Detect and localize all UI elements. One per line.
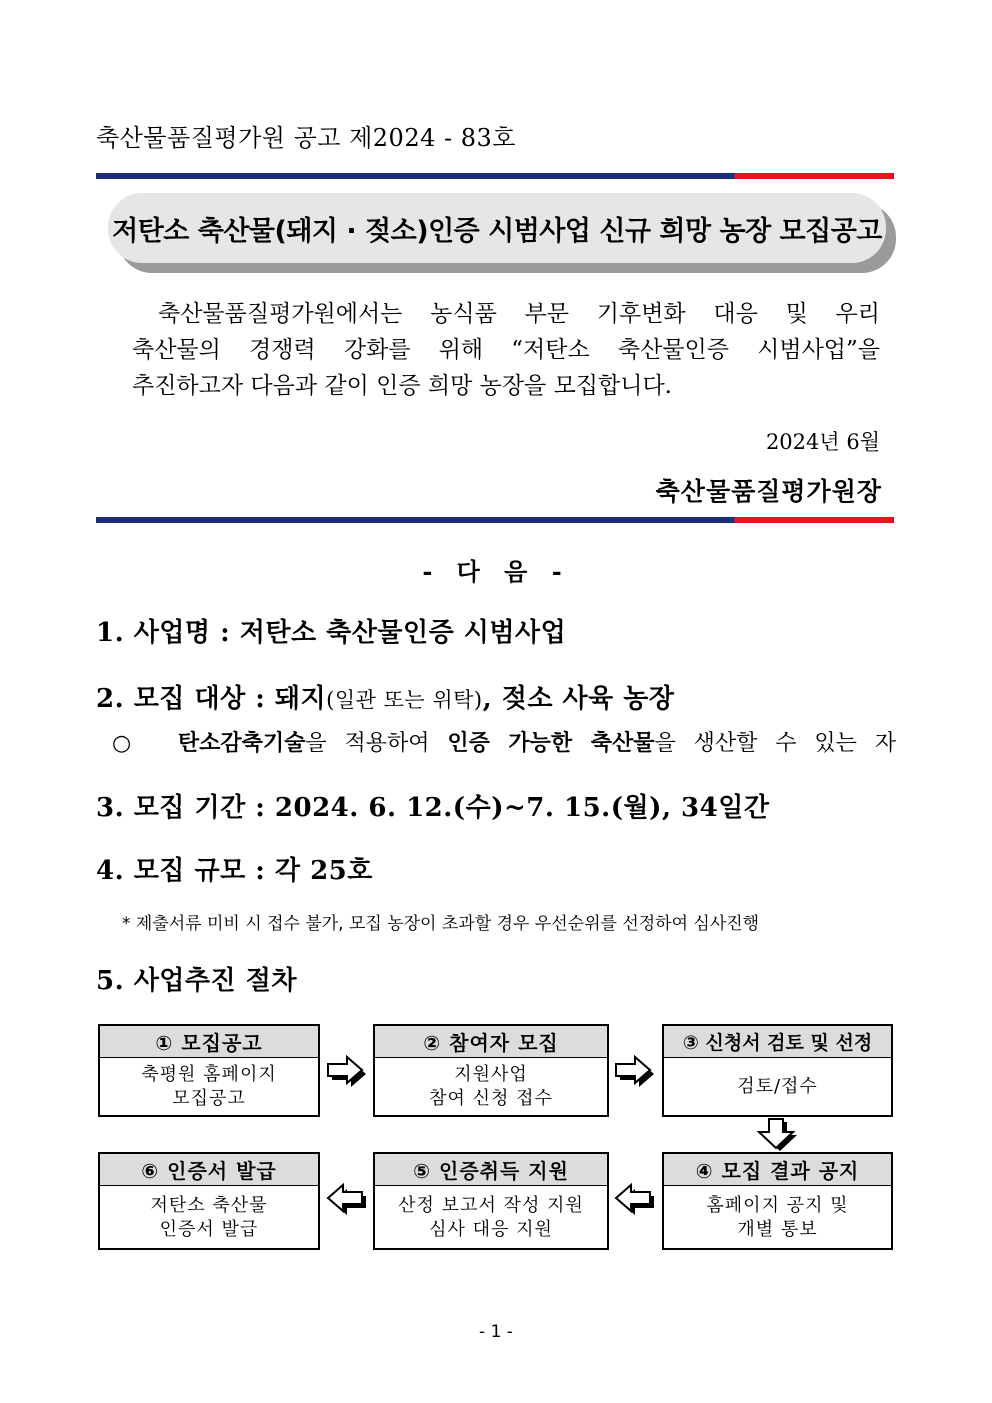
- step-5-title: ⑤ 인증취득 지원: [375, 1154, 607, 1186]
- notice-number: 축산물품질평가원 공고 제2024 - 83호: [96, 124, 516, 152]
- step-4-line-2: 개별 통보: [737, 1218, 818, 1240]
- item-target: [96, 678, 675, 715]
- step-3-line-1: 검토/접수: [737, 1076, 818, 1097]
- step-5-body: [375, 1186, 607, 1249]
- notice-date: 2024년 6월: [765, 430, 880, 454]
- step-5-line-2: 심사 대응 지원: [429, 1218, 553, 1240]
- step-4-line-1: 홈페이지 공지 및: [706, 1194, 849, 1216]
- step-2-line-1: 지원사업: [454, 1064, 528, 1085]
- step-6-line-2: 인증서 발급: [159, 1218, 259, 1240]
- item-scale: 4. 모집 규모 : 각 25호: [96, 856, 373, 886]
- item-target-paren: (일관 또는 위탁): [326, 688, 483, 712]
- step-6: [98, 1152, 320, 1250]
- step-1: [98, 1024, 320, 1117]
- issuer-name: 축산물품질평가원장: [655, 477, 882, 506]
- item-project-name: 1. 사업명 : 저탄소 축산물인증 시범사업: [96, 618, 567, 648]
- item-scale-note: * 제출서류 미비 시 접수 불가, 모집 농장이 초과할 경우 우선순위를 선정하여 심사진행: [122, 914, 760, 934]
- step-2-line-2: 참여 신청 접수: [429, 1088, 553, 1109]
- intro-paragraph: [132, 296, 880, 404]
- step-6-body: [100, 1186, 318, 1249]
- item-target-suffix: , 젖소 사육 농장: [482, 684, 675, 714]
- intro-line: 축산물의 경쟁력 강화를 위해 “저탄소 축산물인증 시범사업”을: [132, 337, 880, 363]
- item-period: 3. 모집 기간 : 2024. 6. 12.(수)~7. 15.(월), 34일간: [96, 793, 770, 823]
- arrow-down-icon: [757, 1117, 803, 1153]
- step-4: [662, 1152, 893, 1250]
- step-3-body: [664, 1058, 891, 1116]
- step-4-title: ④ 모집 결과 공지: [664, 1154, 891, 1186]
- section-heading: - 다 음 -: [422, 557, 570, 586]
- step-1-line-2: 모집공고: [172, 1088, 246, 1109]
- arrow-left-icon: [614, 1181, 656, 1223]
- step-3: [662, 1024, 893, 1117]
- step-2-body: [375, 1058, 607, 1116]
- step-5-line-1: 산정 보고서 작성 지원: [398, 1194, 584, 1216]
- arrow-right-icon: [614, 1053, 656, 1095]
- page-number: - 1 -: [479, 1322, 513, 1342]
- detail-bold-1: 탄소감축기술: [177, 730, 306, 756]
- item-target-detail: [112, 726, 896, 757]
- detail-text-1: 을 적용하여: [305, 731, 448, 756]
- bottom-divider: [96, 517, 894, 523]
- arrow-left-icon: [326, 1181, 368, 1223]
- step-3-title: ③ 신청서 검토 및 선정: [664, 1026, 891, 1058]
- top-divider: [96, 173, 894, 179]
- item-procedure: 5. 사업추진 절차: [96, 966, 297, 996]
- step-1-body: [100, 1058, 318, 1116]
- step-5: [373, 1152, 609, 1250]
- step-1-title: ① 모집공고: [100, 1026, 318, 1058]
- arrow-right-icon: [326, 1053, 368, 1095]
- document-title: 저탄소 축산물(돼지 · 젖소)인증 시범사업 신규 희망 농장 모집공고: [112, 215, 882, 247]
- step-4-body: [664, 1186, 891, 1249]
- title-banner: [108, 193, 886, 263]
- intro-line: 추진하고자 다음과 같이 인증 희망 농장을 모집합니다.: [132, 373, 672, 399]
- step-6-title: ⑥ 인증서 발급: [100, 1154, 318, 1186]
- bullet-icon: ○: [112, 731, 143, 756]
- step-2: [373, 1024, 609, 1117]
- intro-line: 축산물품질평가원에서는 농식품 부문 기후변화 대응 및 우리: [158, 301, 880, 327]
- item-target-prefix: 2. 모집 대상 : 돼지: [96, 684, 327, 714]
- step-2-title: ② 참여자 모집: [375, 1026, 607, 1058]
- detail-text-2: 을 생산할 수 있는 자: [654, 731, 896, 756]
- detail-bold-2: 인증 가능한 축산물: [447, 730, 655, 756]
- step-1-line-1: 축평원 홈페이지: [141, 1064, 277, 1085]
- step-6-line-1: 저탄소 축산물: [150, 1194, 268, 1216]
